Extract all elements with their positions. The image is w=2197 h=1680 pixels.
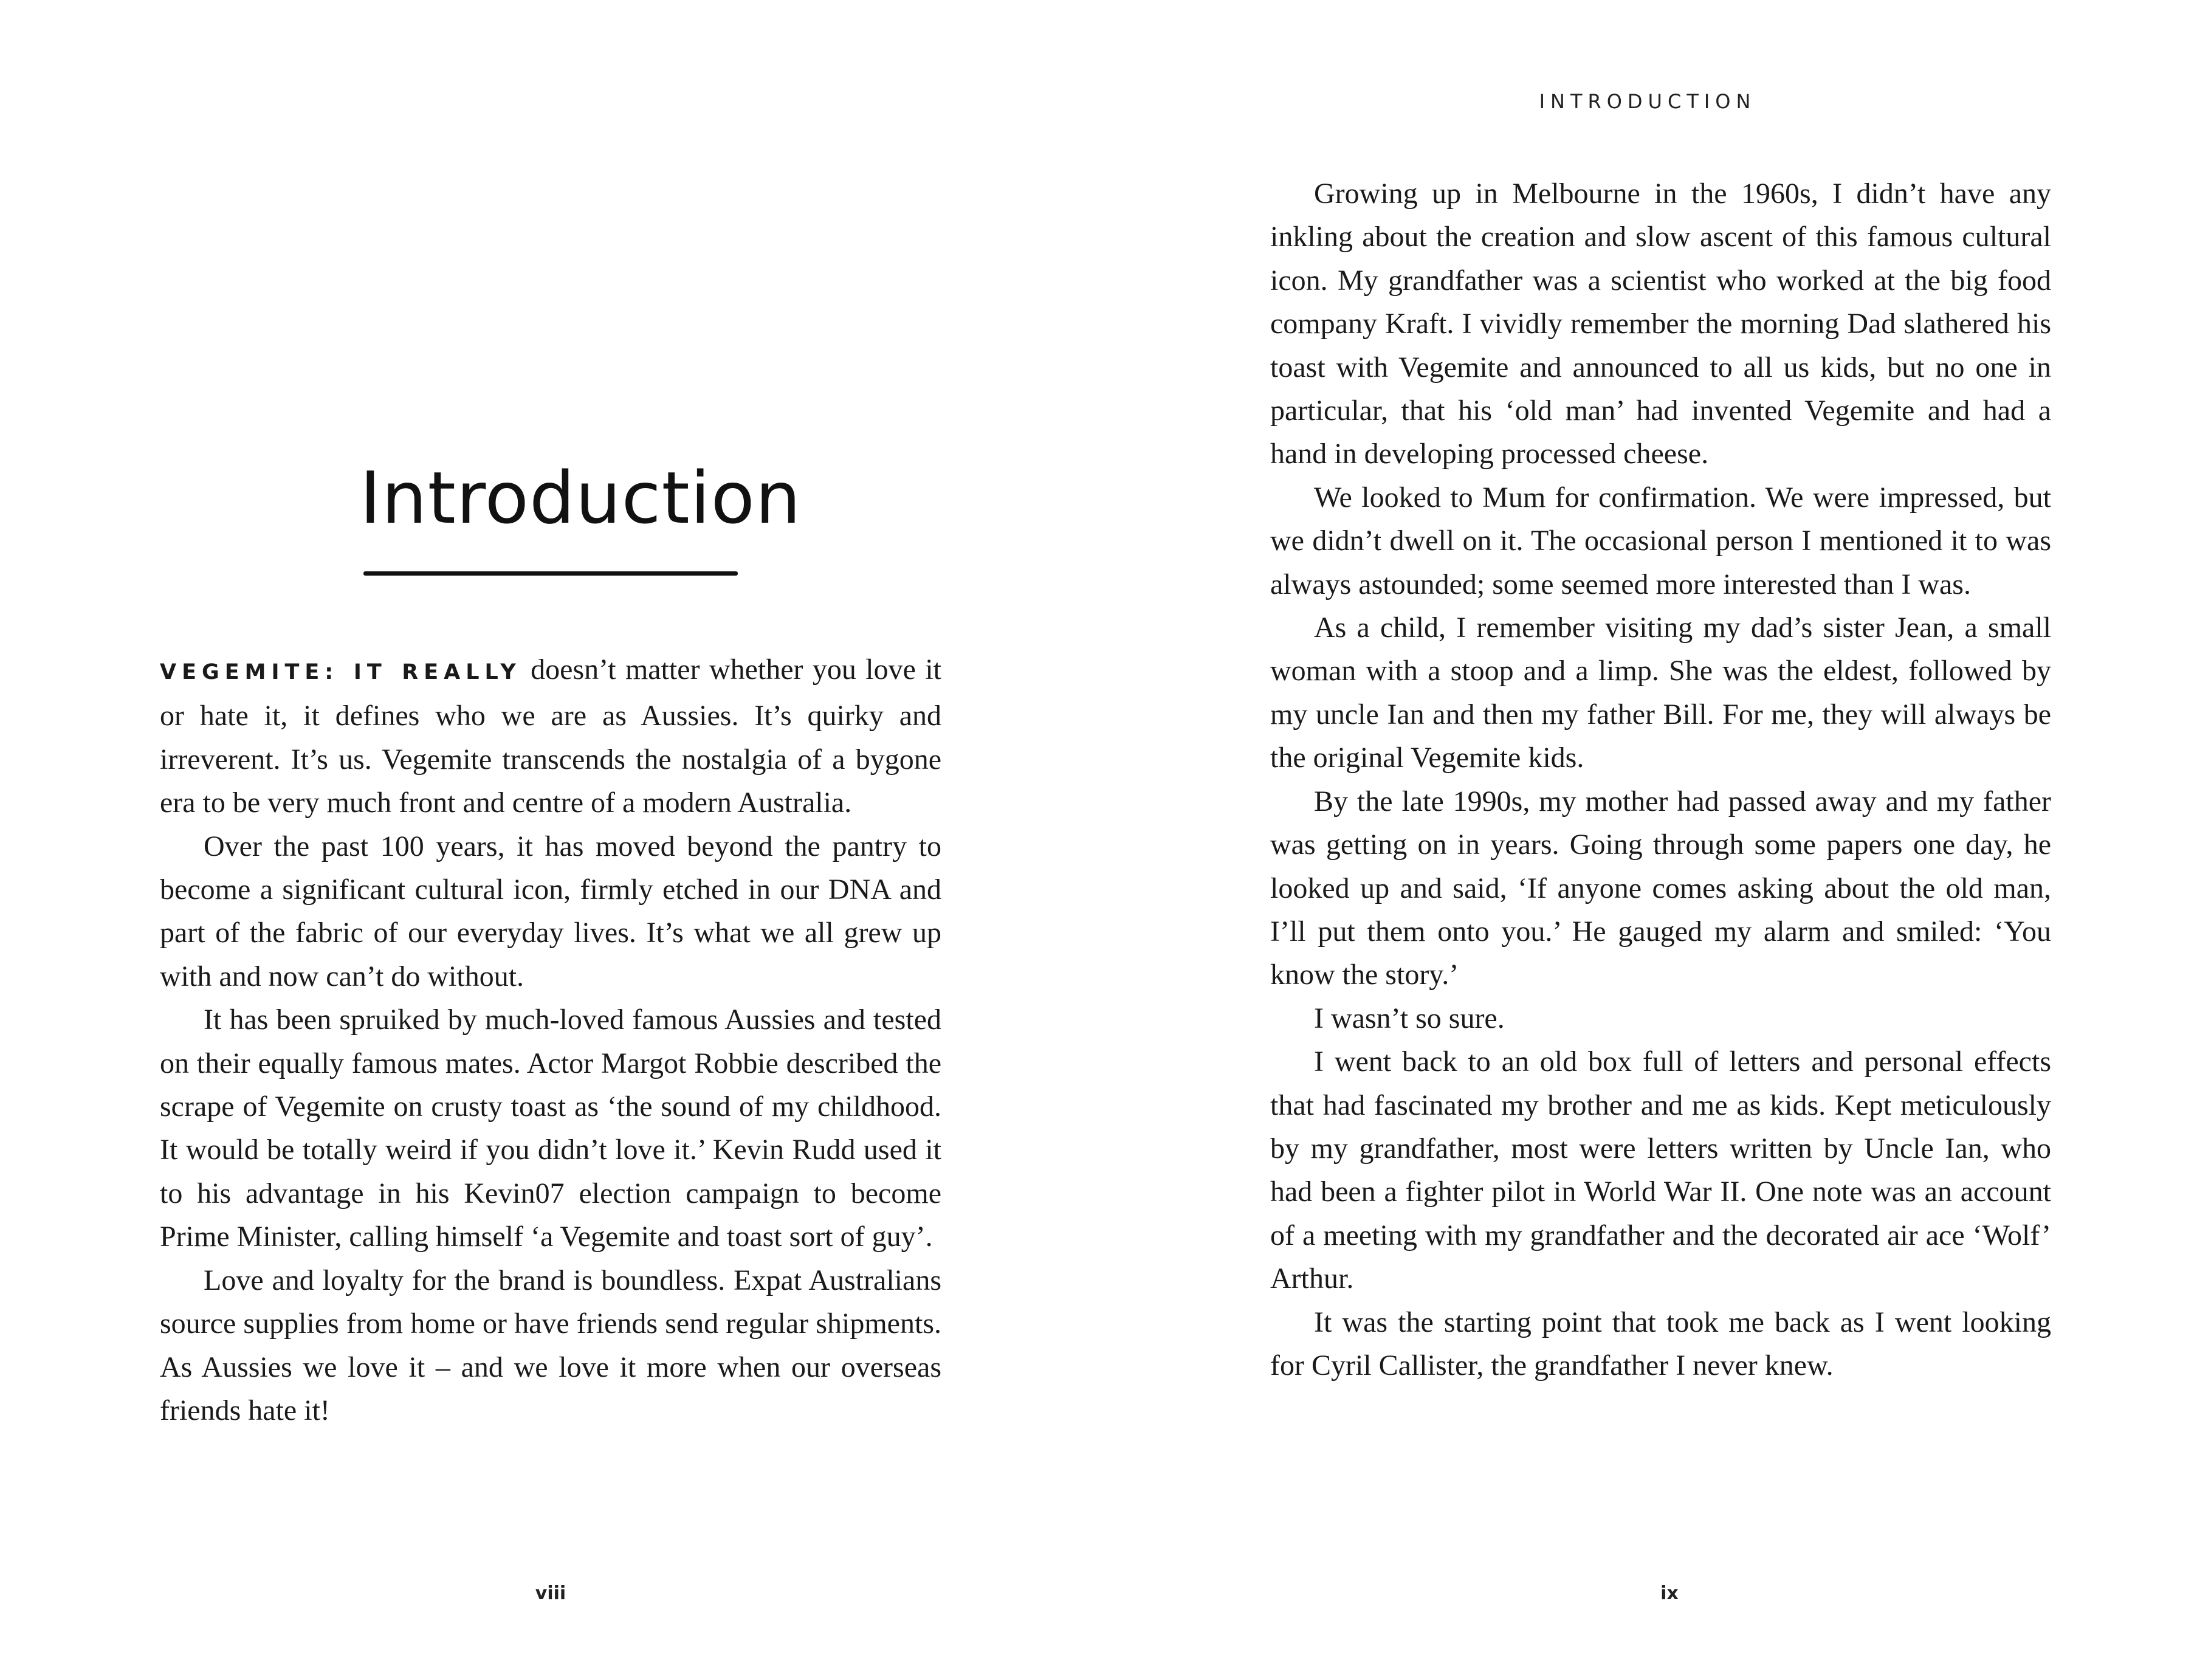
right-page [1098,0,2197,1680]
paragraph: By the late 1990s, my mother had passed away and my father was getting on in years. Going through some papers one day, he looked up and said, ‘If anyone comes asking about the old man, I’ll put them onto you.’ He gauged my alarm and smiled: ‘You know the story.’ [1270,785,2051,991]
paragraph: We looked to Mum for confirmation. We were impressed, but we didn’t dwell on it. The occasional person I mentioned it to was always astounded; some seemed more interested than I was. [1270,481,2051,601]
chapter-title: Introduction [360,456,802,540]
running-head: INTRODUCTION [1539,90,1756,113]
paragraph-opening [160,648,941,825]
paragraph: Love and loyalty for the brand is boundless. Expat Australians source supplies from home or have friends send regular shipments. As Aussies we love it – and we love it more when our overseas friends hate it! [160,1264,941,1427]
page-number-right: ix [1660,1583,1679,1604]
paragraph-opening-text: doesn’t matter whether you love it or hate it, it defines who we are as Aussies. It’s quirky and irreverent. It’s us. Vegemite transcends the nostalgia of a bygone era to be very much front and centre of a modern Australia. [160,653,941,819]
paragraph: I went back to an old box full of letters and personal effects that had fascinated my brother and me as kids. Kept meticulously by my grandfather, most were letters written by Uncle Ian, who had been a fighter pilot in World War II. One note was an account of a meeting with my grandfather and the decorated air ace ‘Wolf’ Arthur. [1270,1045,2051,1295]
paragraph: As a child, I remember visiting my dad’s sister Jean, a small woman with a stoop and a limp. She was the eldest, followed by my uncle Ian and then my father Bill. For me, they will always be the original Vegemite kids. [1270,611,2051,774]
paragraph: Growing up in Melbourne in the 1960s, I didn’t have any inkling about the creation and slow ascent of this famous cultural icon. My grandfather was a scientist who worked at the big food company Kraft. I vividly remember the morning Dad slathered his toast with Vegemite and announced to all us kids, but no one in particular, that his ‘old man’ had invented Vegemite and had a hand in developing processed cheese. [1270,177,2051,470]
paragraph: It was the starting point that took me back as I went looking for Cyril Callister, the grandfather I never knew. [1270,1306,2051,1382]
left-page [0,0,1098,1680]
paragraph: I wasn’t so sure. [1314,1002,1505,1035]
title-underline-rule [363,571,738,576]
right-body-text [1270,172,2051,1387]
left-body-text [160,648,941,1432]
page-number-left: viii [535,1583,566,1604]
lead-in-caps: VEGEMITE: IT REALLY [160,660,521,684]
paragraph: Over the past 100 years, it has moved beyond the pantry to become a significant cultural icon, firmly etched in our DNA and part of the fabric of our everyday lives. It’s what we all grew up with and now can’t do without. [160,830,941,993]
paragraph: It has been spruiked by much-loved famous Aussies and tested on their equally famous mates. Actor Margot Robbie described the scrape of Vegemite on crusty toast as ‘the sound of my childhood. It would be totally weird if you didn’t love it.’ Kevin Rudd used it to his advantage in his Kevin07 election campaign to become Prime Minister, calling himself ‘a Vegemite and toast sort of guy’. [160,1004,941,1253]
